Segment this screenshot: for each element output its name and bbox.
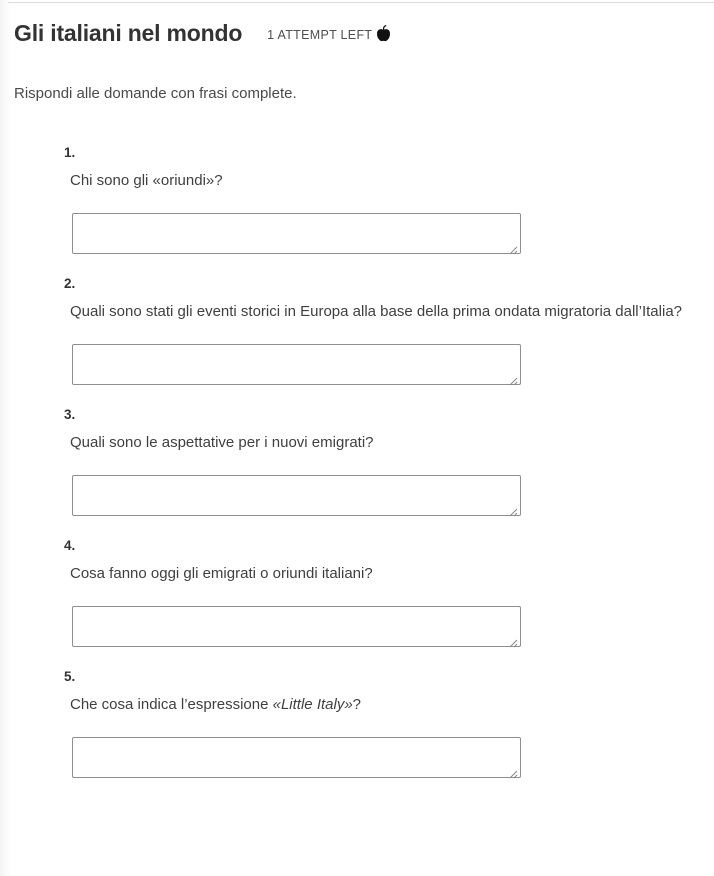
apple-icon (376, 25, 391, 42)
question-text-italic: «Little Italy» (272, 696, 353, 713)
question-item-3 (64, 407, 714, 516)
attempts-left-label: 1 ATTEMPT LEFT (267, 28, 373, 42)
question-number: 2. (64, 276, 76, 291)
answer-textarea-3[interactable] (72, 475, 521, 516)
question-text: Cosa fanno oggi gli emigrati o oriundi italiani? (70, 565, 373, 582)
question-text: Quali sono stati gli eventi storici in Europa alla base della prima ondata migratoria dall’Italia? (70, 303, 682, 320)
question-number: 3. (64, 407, 76, 422)
attempts-left (267, 27, 391, 44)
question-item-1 (64, 145, 714, 254)
question-number: 5. (64, 669, 76, 684)
question-text-after: ? (352, 696, 362, 713)
quiz-header (14, 20, 714, 46)
question-text-before: Che cosa indica l’espressione (70, 696, 273, 713)
answer-textarea-1[interactable] (72, 213, 521, 254)
question-number: 1. (64, 145, 76, 160)
question-text (70, 696, 714, 714)
answer-field-wrapper (72, 213, 521, 254)
question-item-5 (64, 669, 714, 778)
page-title: Gli italiani nel mondo (14, 20, 243, 46)
answer-field-wrapper (72, 737, 521, 778)
answer-textarea-2[interactable] (72, 344, 521, 385)
answer-textarea-5[interactable] (72, 737, 521, 778)
question-item-4 (64, 538, 714, 647)
answer-field-wrapper (72, 475, 521, 516)
question-list (64, 145, 714, 778)
question-item-2 (64, 276, 714, 385)
question-number: 4. (64, 538, 76, 553)
answer-field-wrapper (72, 344, 521, 385)
answer-textarea-4[interactable] (72, 606, 521, 647)
instructions-text: Rispondi alle domande con frasi complete. (14, 85, 297, 102)
question-text: Quali sono le aspettative per i nuovi emigrati? (70, 434, 374, 451)
answer-field-wrapper (72, 606, 521, 647)
question-text: Chi sono gli «oriundi»? (70, 172, 223, 189)
